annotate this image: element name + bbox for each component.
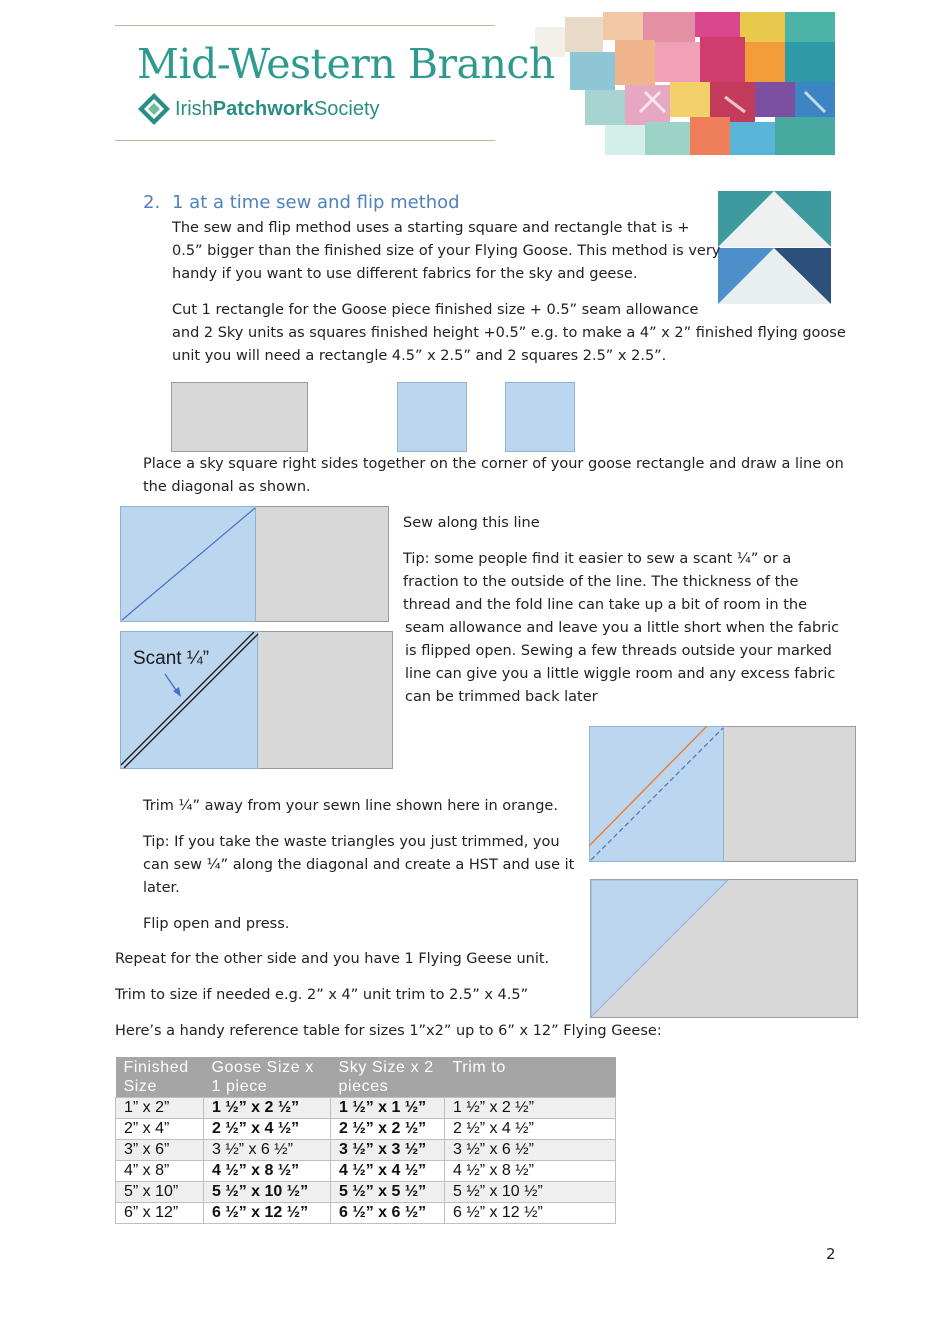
- sky-square-piece: [505, 382, 575, 452]
- tip-hst-paragraph: [143, 831, 574, 900]
- table-row: [116, 1161, 616, 1182]
- trim-instruction: Trim ¼” away from your sewn line shown here in orange.: [143, 798, 558, 814]
- table-row: [116, 1098, 616, 1119]
- table-cell: 1 ½” x 2 ½”: [445, 1098, 616, 1119]
- text-line: can be trimmed back later: [405, 689, 598, 705]
- table-cell: 1” x 2”: [116, 1098, 204, 1119]
- text-line: thread and the fold line can take up a bit of room in the: [403, 597, 808, 613]
- trim-line-diagram: [589, 726, 856, 862]
- scant-label: Scant ¼”: [133, 648, 210, 669]
- text-line: the diagonal as shown.: [143, 479, 311, 495]
- header-finished-size: Finished Size: [116, 1057, 204, 1098]
- table-header-row: [116, 1057, 616, 1098]
- text-line: handy if you want to use different fabrics for the sky and geese.: [172, 266, 638, 282]
- table-cell: 2 ½” x 4 ½”: [204, 1119, 331, 1140]
- table-cell: 6 ½” x 12 ½”: [445, 1203, 616, 1224]
- text-line: line can give you a little wiggle room and any excess fabric: [405, 666, 836, 682]
- society-logo: [137, 92, 380, 126]
- table-cell: 3 ½” x 3 ½”: [331, 1140, 445, 1161]
- header-goose-size: Goose Size x 1 piece: [204, 1057, 331, 1098]
- table-cell: 4 ½” x 8 ½”: [445, 1161, 616, 1182]
- table-cell: 1 ½” x 1 ½”: [331, 1098, 445, 1119]
- patchwork-logo-icon: [137, 92, 171, 126]
- goose-rectangle-piece: [171, 382, 308, 452]
- text-line: unit you will need a rectangle 4.5” x 2.5” and 2 squares 2.5” x 2.5”.: [172, 348, 667, 364]
- section-number: 2.: [143, 192, 161, 213]
- table-cell: 6 ½” x 6 ½”: [331, 1203, 445, 1224]
- text-line: The sew and flip method uses a starting square and rectangle that is +: [172, 220, 690, 236]
- table-cell: 4 ½” x 8 ½”: [204, 1161, 331, 1182]
- table-cell: 6 ½” x 12 ½”: [204, 1203, 331, 1224]
- reference-table: [115, 1057, 616, 1224]
- table-cell: 3 ½” x 6 ½”: [445, 1140, 616, 1161]
- table-cell: 5 ½” x 5 ½”: [331, 1182, 445, 1203]
- section-heading: [143, 192, 460, 213]
- table-cell: 3 ½” x 6 ½”: [204, 1140, 331, 1161]
- text-line: later.: [143, 880, 180, 896]
- text-line: 0.5” bigger than the finished size of your Flying Goose. This method is very: [172, 243, 721, 259]
- text-line: Tip: some people find it easier to sew a scant ¼” or a: [403, 551, 792, 567]
- table-intro: Here’s a handy reference table for sizes 1”x2” up to 6” x 12” Flying Geese:: [115, 1023, 662, 1039]
- text-line: Cut 1 rectangle for the Goose piece finished size + 0.5” seam allowance: [172, 302, 699, 318]
- table-cell: 2 ½” x 4 ½”: [445, 1119, 616, 1140]
- text-line: Place a sky square right sides together on the corner of your goose rectangle and draw a line on: [143, 456, 844, 472]
- table-cell: 1 ½” x 2 ½”: [204, 1098, 331, 1119]
- table-row: [116, 1203, 616, 1224]
- page-number: 2: [826, 1245, 836, 1263]
- table-cell: 3” x 6”: [116, 1140, 204, 1161]
- table-cell: 2” x 4”: [116, 1119, 204, 1140]
- trim-size-instruction: Trim to size if needed e.g. 2” x 4” unit trim to 2.5” x 4.5”: [115, 987, 529, 1003]
- cut-paragraph: [172, 299, 846, 368]
- sky-square-piece: [397, 382, 467, 452]
- table-row: [116, 1140, 616, 1161]
- table-cell: 2 ½” x 2 ½”: [331, 1119, 445, 1140]
- text-line: Tip: If you take the waste triangles you just trimmed, you: [143, 834, 560, 850]
- table-cell: 4 ½” x 4 ½”: [331, 1161, 445, 1182]
- flipped-open-diagram: [590, 879, 858, 1018]
- table-row: [116, 1119, 616, 1140]
- flying-geese-sample-image: [718, 191, 831, 304]
- header-sky-size: Sky Size x 2 pieces: [331, 1057, 445, 1098]
- sew-line-label: Sew along this line: [403, 515, 540, 531]
- table-cell: 6” x 12”: [116, 1203, 204, 1224]
- section-title: 1 at a time sew and flip method: [172, 192, 460, 213]
- branch-title: Mid-Western Branch: [137, 40, 555, 88]
- header-trim-to: Trim to: [445, 1057, 616, 1098]
- place-paragraph: [143, 453, 844, 499]
- flip-instruction: Flip open and press.: [143, 916, 290, 932]
- intro-paragraph: [172, 217, 720, 286]
- table-cell: 5 ½” x 10 ½”: [204, 1182, 331, 1203]
- table-cell: 5 ½” x 10 ½”: [445, 1182, 616, 1203]
- table-row: [116, 1182, 616, 1203]
- text-line: seam allowance and leave you a little short when the fabric: [405, 620, 840, 636]
- text-line: is flipped open. Sewing a few threads outside your marked: [405, 643, 832, 659]
- diagonal-line-diagram: [120, 506, 389, 622]
- tip-scant-paragraph: [403, 548, 839, 709]
- text-line: and 2 Sky units as squares finished height +0.5” e.g. to make a 4” x 2” finished flying goose: [172, 325, 846, 341]
- society-name: IrishPatchworkSociety: [175, 97, 380, 120]
- table-cell: 4” x 8”: [116, 1161, 204, 1182]
- text-line: can sew ¼” along the diagonal and create a HST and use it: [143, 857, 575, 873]
- table-cell: 5” x 10”: [116, 1182, 204, 1203]
- repeat-instruction: Repeat for the other side and you have 1 Flying Geese unit.: [115, 951, 550, 967]
- text-line: fraction to the outside of the line. The thickness of the: [403, 574, 799, 590]
